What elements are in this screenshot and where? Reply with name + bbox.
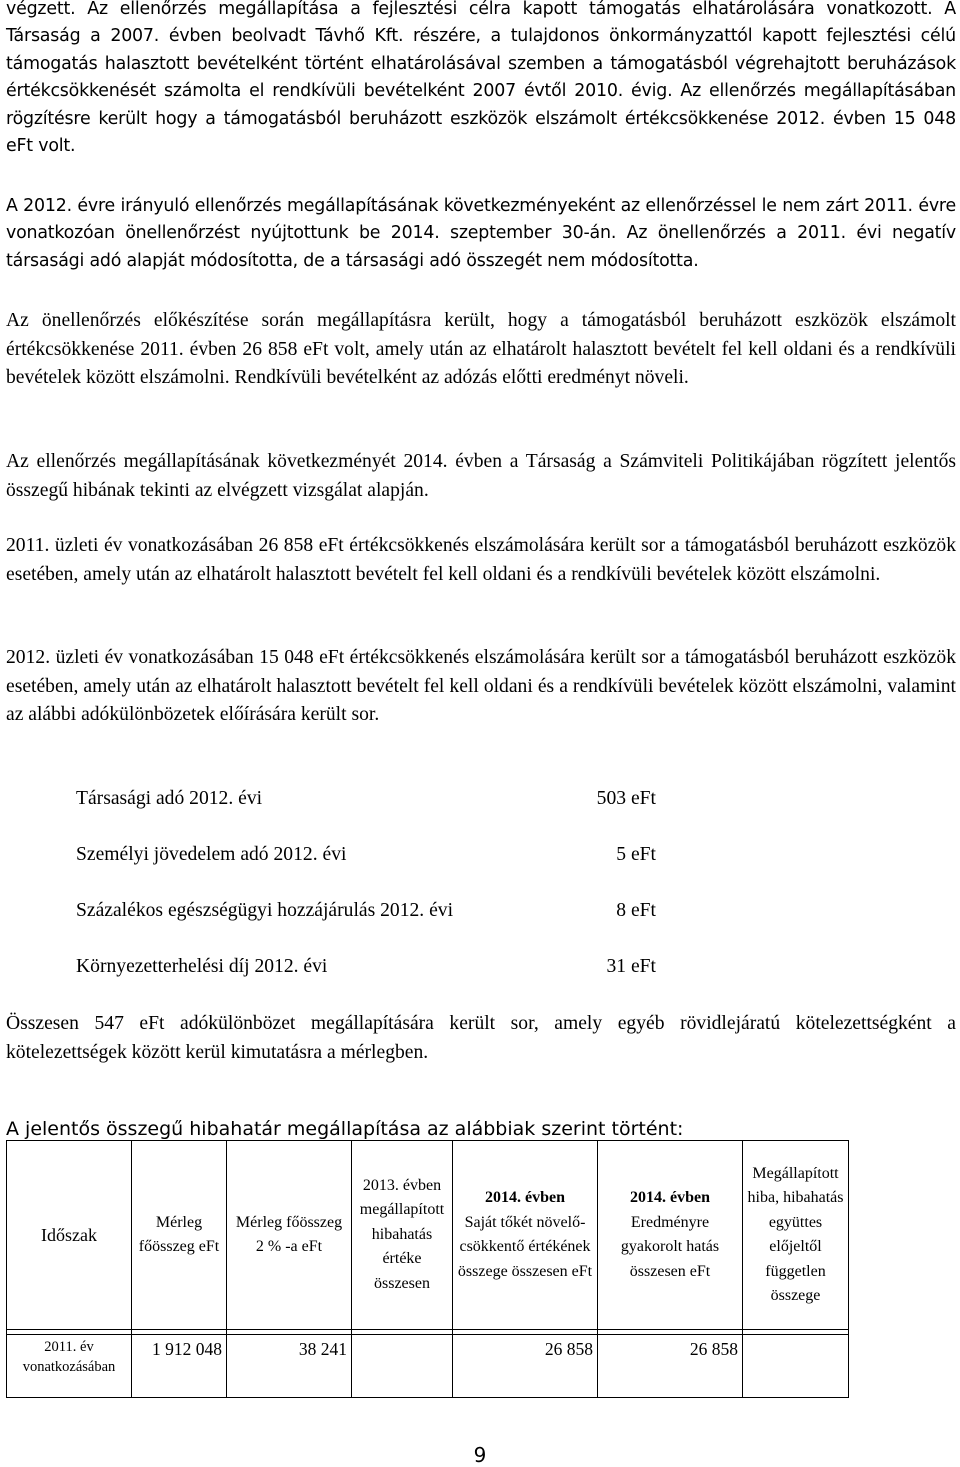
cell-combined-error	[743, 1335, 849, 1398]
paragraph-audit-finding: végzett. Az ellenőrzés megállapítása a fejlesztési célra kapott támogatás elhatárolására vonatkozott. A Társaság a 2007. évben beolvadt Távhő Kft. részére, a tulajdonos önkormányzattól kapott fejlesztési célú támogatás halasztott bevételként történt elhatárolásával szemben a támogatásból végrehajtott beruházások értékcsökkenését számolta el rendkívüli bevételként 2007 évtől 2010. évig. Az ellenőrzés megállapításában rögzítésre került hogy a támogatásból beruházott eszközök elszámolt értékcsökkenése 2012. évben 15 048 eFt volt.	[6, 0, 956, 157]
table-row	[7, 1335, 849, 1398]
paragraph-depreciation-2011: Az önellenőrzés előkészítése során megállapításra került, hogy a támogatásból beruházott eszközök elszámolt értékcsökkenése 2011. évben 26 858 eFt volt, amely után az elhatárolt halasztott bevételt fel kell oldani és a rendkívüli bevételek között elszámolni. Rendkívüli bevételként az adózás előtti eredményt növeli.	[6, 310, 956, 389]
cell-balance-2-percent: 38 241	[227, 1335, 352, 1398]
paragraph-self-revision: A 2012. évre irányuló ellenőrzés megállapításának következményeként az ellenőrzéssel le nem zárt 2011. évre vonatkozóan önellenőrzést nyújtottunk be 2014. szeptember 30-án. Az önellenőrzés a 2011. évi negatív társasági adó alapját módosította, de a társasági adó összegét nem módosította.	[6, 196, 956, 271]
paragraph-year-2012: 2012. üzleti év vonatkozásában 15 048 eFt értékcsökkenés elszámolására került sor a támogatásból beruházott eszközök esetében, amely után az elhatárolt halasztott bevételt fel kell oldani és a rendkívüli bevételek között elszámolni, valamint az alábbi adókülönbözetek előírására került sor.	[6, 647, 956, 726]
tax-item-label: Társasági adó 2012. évi	[76, 788, 263, 809]
paragraph-total-difference: Összesen 547 eFt adókülönbözet megállapítására került sor, amely egyéb rövidlejáratú kötelezettségként a kötelezettségek között kerül kimutatásra a mérlegben.	[6, 1013, 956, 1063]
paragraph-significant-error: Az ellenőrzés megállapításának következményét 2014. évben a Társaság a Számviteli Politikájában rögzített jelentős összegű hibának tekinti az elvégzett vizsgálat alapján.	[6, 451, 956, 501]
header-year-label: 2014. évben	[485, 1189, 565, 1206]
error-threshold-table	[6, 1140, 849, 1398]
paragraph-year-2011: 2011. üzleti év vonatkozásában 26 858 eFt értékcsökkenés elszámolására került sor a támogatásból beruházott eszközök esetében, amely után az elhatárolt halasztott bevételt fel kell oldani és a rendkívüli bevételek között elszámolni.	[6, 535, 956, 585]
page-number: 9	[473, 1443, 487, 1467]
cell-2013-error-effect	[352, 1335, 453, 1398]
section-heading: A jelentős összegű hibahatár megállapítása az alábbiak szerint történt:	[6, 1118, 684, 1140]
header-2014-profit-effect	[598, 1141, 743, 1330]
tax-items-list	[6, 788, 956, 988]
header-balance-2-percent: Mérleg főösszeg 2 % -a eFt	[227, 1141, 352, 1330]
tax-item-value: 5 eFt	[616, 844, 656, 865]
cell-balance-total: 1 912 048	[132, 1335, 227, 1398]
tax-item-value: 8 eFt	[616, 900, 656, 921]
header-2014-equity-effect	[453, 1141, 598, 1330]
tax-item-label: Személyi jövedelem adó 2012. évi	[76, 844, 347, 865]
header-2013-error-effect: 2013. évben megállapított hibahatás értéke összesen	[352, 1141, 453, 1330]
header-period: Időszak	[7, 1141, 132, 1330]
tax-item-label: Környezetterhelési díj 2012. évi	[76, 956, 328, 977]
tax-item-label: Százalékos egészségügyi hozzájárulás 2012. évi	[76, 900, 454, 921]
header-year-label: 2014. évben	[630, 1189, 710, 1206]
header-text: Saját tőkét növelő-csökkentő értékének összege összesen eFt	[457, 1213, 593, 1280]
header-text: Eredményre gyakorolt hatás összesen eFt	[620, 1213, 720, 1280]
table-header-row	[7, 1141, 849, 1330]
tax-item-value: 503 eFt	[596, 788, 656, 809]
header-balance-total: Mérleg főösszeg eFt	[132, 1141, 227, 1330]
tax-item-value: 31 eFt	[606, 956, 656, 977]
cell-2014-equity-effect: 26 858	[453, 1335, 598, 1398]
cell-period: 2011. év vonatkozásában	[7, 1335, 132, 1398]
cell-2014-profit-effect: 26 858	[598, 1335, 743, 1398]
header-combined-error: Megállapított hiba, hibahatás együttes előjeltől független összege	[743, 1141, 849, 1330]
